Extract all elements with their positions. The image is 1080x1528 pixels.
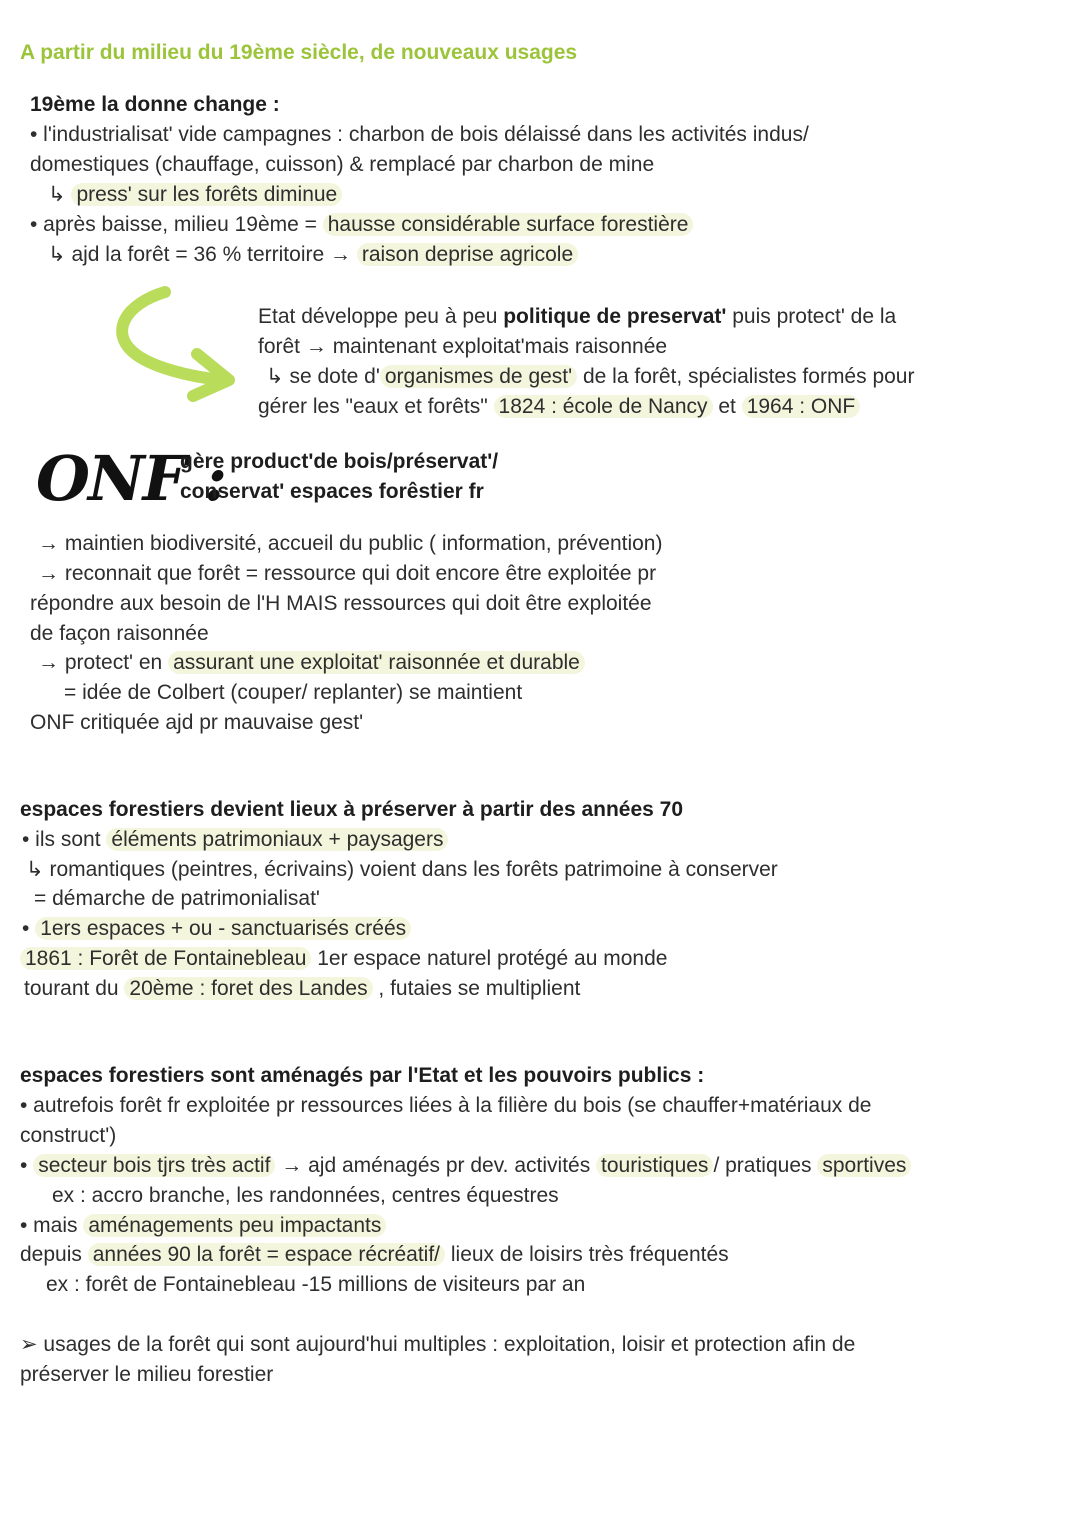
text-line: ex : forêt de Fontainebleau -15 millions de visiteurs par an (46, 1273, 586, 1296)
highlight: éléments patrimoniaux + paysagers (106, 828, 448, 851)
text-line: ↳ se dote d' organismes de gest' de la forêt, spécialistes formés pour (266, 365, 915, 388)
highlight: touristiques (596, 1154, 713, 1177)
text-line: construct') (20, 1124, 117, 1147)
text-line: • mais aménagements peu impactants (20, 1211, 386, 1241)
text-line: = démarche de patrimonialisat' (34, 887, 320, 910)
sub-arrow-icon: ↳ (26, 858, 44, 881)
text-line: → protect' en assurant une exploitat' raisonnée et durable (38, 648, 585, 678)
text-line: • après baisse, milieu 19ème = hausse considérable surface forestière (30, 210, 693, 240)
text-line: depuis années 90 la forêt = espace récréatif/ lieux de loisirs très fréquentés (20, 1243, 729, 1266)
section-heading: 19ème la donne change : (30, 93, 280, 116)
text-line: 1861 : Forêt de Fontainebleau 1er espace naturel protégé au monde (20, 944, 667, 974)
highlight: assurant une exploitat' raisonnée et durable (168, 651, 585, 674)
text-line: • ils sont éléments patrimoniaux + paysagers (22, 825, 448, 855)
text-line: ex : accro branche, les randonnées, centres équestres (52, 1184, 559, 1207)
text-line: ↳ ajd la forêt = 36 % territoire → raison deprise agricole (48, 240, 578, 270)
text-line: • 1ers espaces + ou - sanctuarisés créés (22, 914, 411, 944)
highlight: raison deprise agricole (357, 243, 578, 266)
highlight: 1824 : école de Nancy (494, 395, 713, 418)
text-line: • autrefois forêt fr exploitée pr ressources liées à la filière du bois (se chauffer+matériaux de (20, 1094, 872, 1117)
sub-arrow-icon: ↳ (266, 365, 284, 388)
text-line: gère product'de bois/préservat'/ (180, 450, 499, 473)
highlight: 1861 : Forêt de Fontainebleau (20, 947, 311, 970)
onf-logo: ONF : (36, 442, 226, 515)
text-line: tourant du 20ème : foret des Landes , futaies se multiplient (24, 977, 581, 1000)
text-line: domestiques (chauffage, cuisson) & remplacé par charbon de mine (30, 153, 655, 176)
text-line: ➢ usages de la forêt qui sont aujourd'hui multiples : exploitation, loisir et protection afin de (20, 1333, 856, 1356)
highlight: secteur bois tjrs très actif (33, 1154, 275, 1177)
text-line: gérer les "eaux et forêts" 1824 : école de Nancy et 1964 : ONF (258, 392, 860, 422)
section-heading: espaces forestiers sont aménagés par l'Etat et les pouvoirs publics : (20, 1064, 705, 1087)
text-line: de façon raisonnée (30, 622, 209, 645)
text-line: → maintien biodiversité, accueil du public ( information, prévention) (38, 532, 663, 555)
text-line: = idée de Colbert (couper/ replanter) se maintient (64, 681, 523, 704)
highlight: organismes de gest' (380, 365, 577, 388)
section-heading: espaces forestiers devient lieux à préserver à partir des années 70 (20, 798, 684, 821)
sub-arrow-icon: ↳ (48, 183, 66, 206)
highlight: press' sur les forêts diminue (71, 183, 342, 206)
text-line: • l'industrialisat' vide campagnes : charbon de bois délaissé dans les activités indus/ (30, 123, 809, 146)
highlight: sportives (817, 1154, 911, 1177)
curved-arrow-icon (105, 282, 245, 402)
highlight: aménagements peu impactants (83, 1214, 386, 1237)
text-line: répondre aux besoin de l'H MAIS ressources qui doit être exploitée (30, 592, 652, 615)
page-title: A partir du milieu du 19ème siècle, de nouveaux usages (20, 41, 578, 64)
text-line: conservat' espaces forêstier fr (180, 480, 484, 503)
text-line: • secteur bois tjrs très actif → ajd aménagés pr dev. activités touristiques / pratiques sportives (20, 1151, 911, 1181)
highlight: hausse considérable surface forestière (323, 213, 694, 236)
highlight: années 90 la forêt = espace récréatif/ (88, 1243, 445, 1266)
text-line: forêt → maintenant exploitat'mais raisonnée (258, 335, 668, 358)
highlight: 20ème : foret des Landes (124, 977, 372, 1000)
text-line: → reconnait que forêt = ressource qui doit encore être exploitée pr (38, 562, 657, 585)
highlight: 1964 : ONF (742, 395, 861, 418)
text-line (48, 180, 342, 210)
sub-arrow-icon: ↳ (48, 243, 66, 266)
highlight: 1ers espaces + ou - sanctuarisés créés (35, 917, 411, 940)
text-line: préserver le milieu forestier (20, 1363, 274, 1386)
text-line: ↳ romantiques (peintres, écrivains) voient dans les forêts patrimoine à conserver (26, 858, 778, 881)
text-line: ONF critiquée ajd pr mauvaise gest' (30, 711, 364, 734)
text-line: Etat développe peu à peu politique de preservat' puis protect' de la (258, 305, 897, 328)
